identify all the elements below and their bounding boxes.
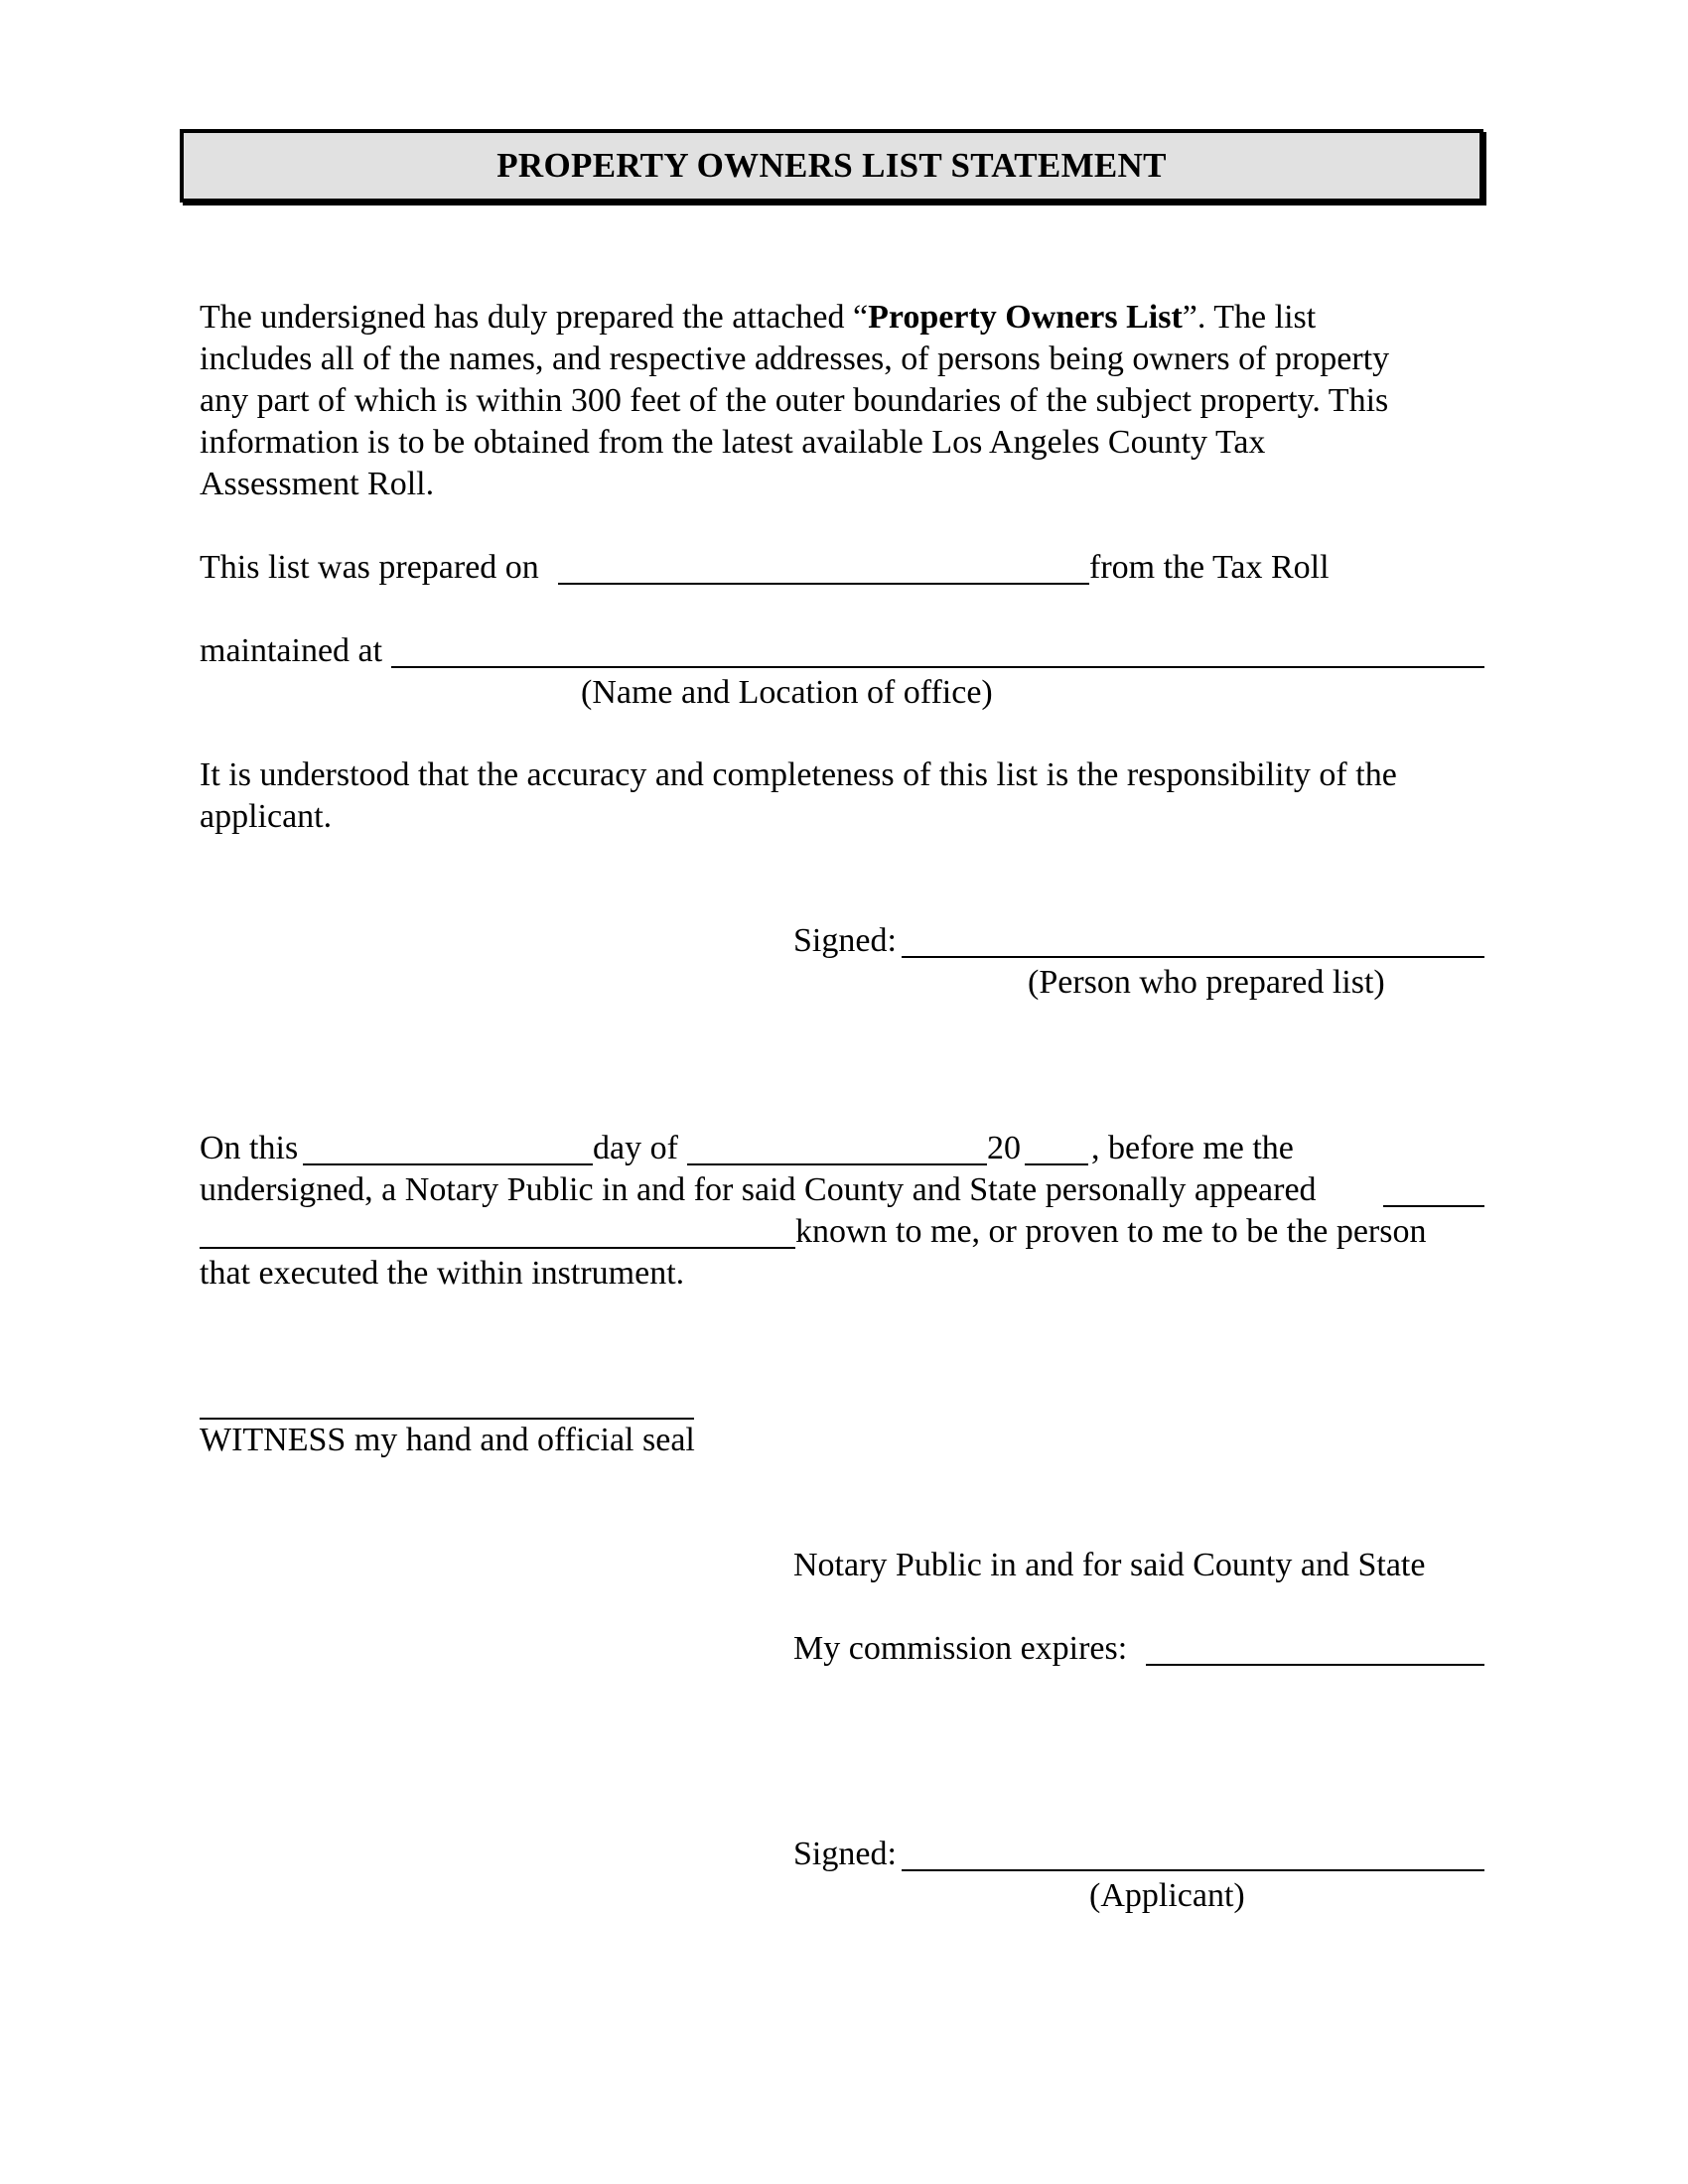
- maintained-at-label: maintained at: [200, 632, 383, 669]
- accuracy-line-2: applicant.: [200, 798, 333, 835]
- notary-line-2: undersigned, a Notary Public in and for said County and State personally appeared: [200, 1171, 1317, 1208]
- on-this-label: On this: [200, 1130, 299, 1166]
- preparer-caption: (Person who prepared list): [1028, 964, 1385, 1001]
- intro-line-5: Assessment Roll.: [200, 466, 435, 502]
- preparer-signature-field[interactable]: [902, 956, 1484, 958]
- accuracy-paragraph: [200, 754, 1490, 838]
- applicant-signature-field[interactable]: [902, 1869, 1484, 1871]
- intro-line-2: includes all of the names, and respective addresses, of persons being owners of property: [200, 341, 1390, 377]
- document-title: PROPERTY OWNERS LIST STATEMENT: [496, 146, 1167, 185]
- from-tax-roll-label: from the Tax Roll: [1089, 549, 1330, 586]
- commission-expiry-field[interactable]: [1146, 1664, 1484, 1666]
- intro-line-1: The undersigned has duly prepared the attached “Property Owners List”. The list: [200, 299, 1317, 336]
- day-field[interactable]: [303, 1163, 593, 1165]
- notary-public-label: Notary Public in and for said County and State: [793, 1547, 1426, 1583]
- title-box: [180, 129, 1483, 203]
- prepared-on-label: This list was prepared on: [200, 549, 539, 586]
- intro-line-4: information is to be obtained from the latest available Los Angeles County Tax: [200, 424, 1266, 461]
- appeared-name-field-a[interactable]: [1383, 1205, 1484, 1207]
- intro-line-3: any part of which is within 300 feet of the outer boundaries of the subject property. This: [200, 382, 1389, 419]
- signed-preparer-label: Signed:: [793, 922, 897, 959]
- accuracy-line-1: It is understood that the accuracy and completeness of this list is the responsibility of the: [200, 756, 1397, 793]
- commission-expires-label: My commission expires:: [793, 1630, 1128, 1667]
- notary-line-4: that executed the within instrument.: [200, 1255, 685, 1292]
- signed-applicant-label: Signed:: [793, 1836, 897, 1872]
- before-me-label: , before me the: [1091, 1130, 1294, 1166]
- applicant-caption: (Applicant): [1089, 1877, 1245, 1914]
- intro-paragraph: [200, 297, 1490, 505]
- month-field[interactable]: [687, 1163, 987, 1165]
- prepared-date-field[interactable]: [558, 583, 1089, 585]
- office-location-caption: (Name and Location of office): [581, 674, 993, 711]
- witness-label: WITNESS my hand and official seal: [200, 1422, 695, 1458]
- property-owners-list-term: Property Owners List: [868, 299, 1183, 336]
- known-to-me-label: known to me, or proven to me to be the person: [795, 1213, 1427, 1250]
- year-field[interactable]: [1025, 1163, 1088, 1165]
- day-of-label: day of: [593, 1130, 678, 1166]
- office-location-field[interactable]: [391, 666, 1484, 668]
- year-prefix: 20: [987, 1130, 1021, 1166]
- appeared-name-field-b[interactable]: [200, 1247, 795, 1249]
